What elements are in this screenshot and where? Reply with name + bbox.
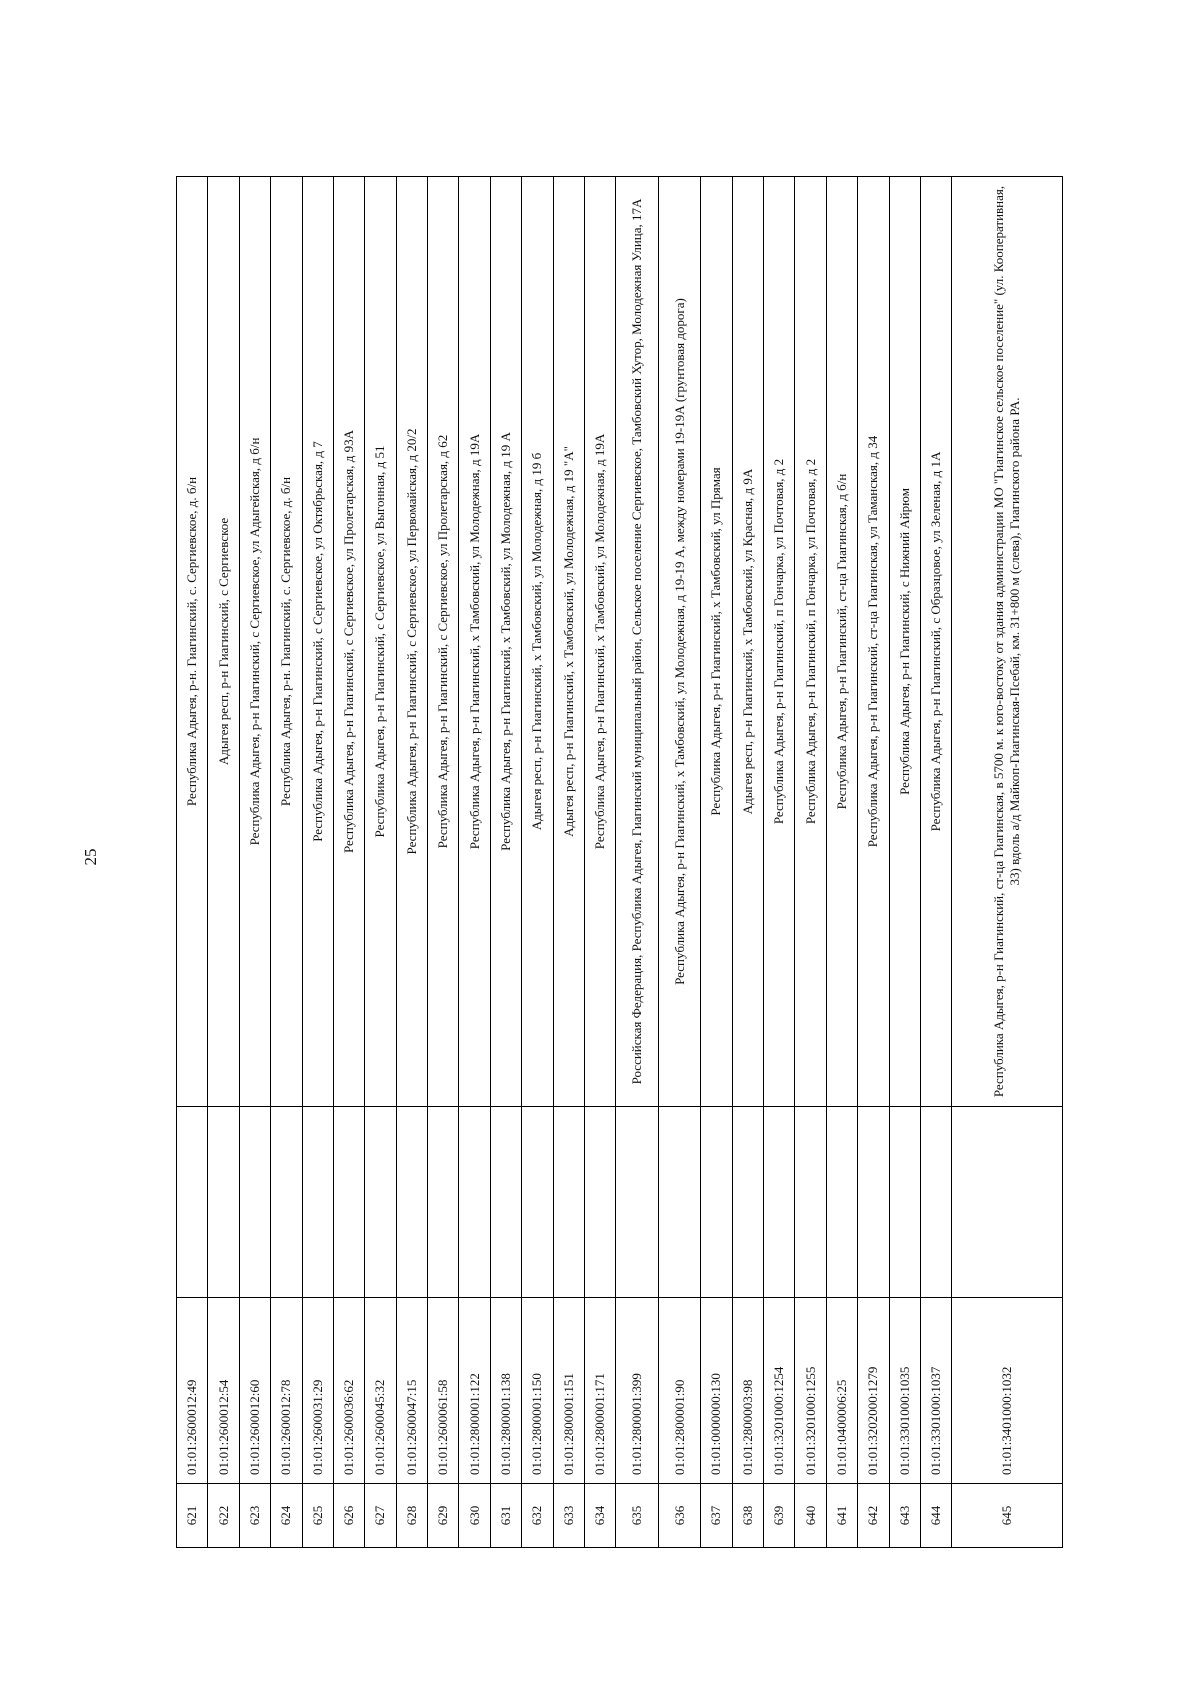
empty-cell <box>396 1107 427 1298</box>
row-number: 642 <box>858 1484 889 1548</box>
cadastral-number: 01:01:3201000:1255 <box>795 1298 826 1484</box>
table-row <box>302 177 333 1548</box>
row-number: 631 <box>490 1484 521 1548</box>
table-row <box>889 177 920 1548</box>
row-number: 623 <box>239 1484 270 1548</box>
table-row <box>920 177 951 1548</box>
address: Адыгея респ, р-н Гиагинский, х Тамбовский, ул Молодежная, д 19 "А" <box>553 177 584 1107</box>
cadastral-number: 01:01:3301000:1037 <box>920 1298 951 1484</box>
table-row <box>732 177 763 1548</box>
cadastral-number: 01:01:3301000:1035 <box>889 1298 920 1484</box>
table-container <box>176 177 1063 1548</box>
empty-cell <box>553 1107 584 1298</box>
empty-cell <box>764 1107 795 1298</box>
row-number: 635 <box>616 1484 659 1548</box>
empty-cell <box>701 1107 732 1298</box>
table-row <box>616 177 659 1548</box>
address: Российская Федерация, Республика Адыгея, Гиагинский муниципальный район, Сельское поселение Сергиевское, Тамбовский Хутор, Молодежная Улица, 17А <box>616 177 659 1107</box>
empty-cell <box>239 1107 270 1298</box>
table-row <box>858 177 889 1548</box>
table-row <box>584 177 615 1548</box>
empty-cell <box>208 1107 239 1298</box>
table-row <box>428 177 459 1548</box>
address: Республика Адыгея, р-н. Гиагинский, с. Сергиевское, д. б/н <box>177 177 208 1107</box>
address: Республика Адыгея, р-н Гиагинский, п Гончарка, ул Почтовая, д 2 <box>764 177 795 1107</box>
address: Республика Адыгея, р-н Гиагинский, п Гончарка, ул Почтовая, д 2 <box>795 177 826 1107</box>
table-row <box>177 177 208 1548</box>
row-number: 640 <box>795 1484 826 1548</box>
empty-cell <box>365 1107 396 1298</box>
cadastral-number: 01:01:2800001:171 <box>584 1298 615 1484</box>
cadastral-number: 01:01:2600036:62 <box>333 1298 364 1484</box>
address: Адыгея респ, р-н Гиагинский, с Сергиевское <box>208 177 239 1107</box>
empty-cell <box>459 1107 490 1298</box>
row-number: 629 <box>428 1484 459 1548</box>
address: Республика Адыгея, р-н Гиагинский, с Сергиевское, ул Пролетарская, д 62 <box>428 177 459 1107</box>
cadastral-number: 01:01:0000000:130 <box>701 1298 732 1484</box>
address: Республика Адыгея, р-н Гиагинский, с Сергиевское, ул Пролетарская, д 93А <box>333 177 364 1107</box>
table-row <box>490 177 521 1548</box>
empty-cell <box>889 1107 920 1298</box>
cadastral-number: 01:01:2600012:49 <box>177 1298 208 1484</box>
table-row <box>553 177 584 1548</box>
empty-cell <box>302 1107 333 1298</box>
cadastral-number: 01:01:2600045:32 <box>365 1298 396 1484</box>
empty-cell <box>952 1107 1063 1298</box>
cadastral-number: 01:01:2800001:399 <box>616 1298 659 1484</box>
cadastral-number: 01:01:2800001:122 <box>459 1298 490 1484</box>
row-number: 643 <box>889 1484 920 1548</box>
row-number: 625 <box>302 1484 333 1548</box>
empty-cell <box>177 1107 208 1298</box>
row-number: 628 <box>396 1484 427 1548</box>
address: Республика Адыгея, р-н Гиагинский, х Тамбовский, ул Молодежная, д 19-19 А, между номерами 19-19А (грунтовая дорога) <box>658 177 701 1107</box>
address: Республика Адыгея, р-н Гиагинский, с Образцовое, ул Зеленая, д 1А <box>920 177 951 1107</box>
table-row <box>522 177 553 1548</box>
empty-cell <box>616 1107 659 1298</box>
address: Республика Адыгея, р-н Гиагинский, с Сергиевское, ул Октябрьская, д 7 <box>302 177 333 1107</box>
address: Республика Адыгея, р-н Гиагинский, ст-ца Гиагинская, ул Таманская, д 34 <box>858 177 889 1107</box>
address: Республика Адыгея, р-н Гиагинский, с Нижний Айрюм <box>889 177 920 1107</box>
row-number: 624 <box>271 1484 302 1548</box>
table-row <box>459 177 490 1548</box>
row-number: 626 <box>333 1484 364 1548</box>
cadastral-number: 01:01:2600012:60 <box>239 1298 270 1484</box>
cadastral-number: 01:01:2800003:98 <box>732 1298 763 1484</box>
address: Республика Адыгея, р-н Гиагинский, х Тамбовский, ул Молодежная, д 19 А <box>490 177 521 1107</box>
table-row <box>333 177 364 1548</box>
row-number: 634 <box>584 1484 615 1548</box>
row-number: 639 <box>764 1484 795 1548</box>
empty-cell <box>920 1107 951 1298</box>
cadastral-table <box>176 176 1063 1548</box>
cadastral-number: 01:01:2800001:151 <box>553 1298 584 1484</box>
row-number: 645 <box>952 1484 1063 1548</box>
address: Республика Адыгея, р-н Гиагинский, с Сергиевское, ул Выгонная, д 51 <box>365 177 396 1107</box>
empty-cell <box>858 1107 889 1298</box>
address: Республика Адыгея, р-н Гиагинский, х Тамбовский, ул Прямая <box>701 177 732 1107</box>
empty-cell <box>271 1107 302 1298</box>
cadastral-number: 01:01:3401000:1032 <box>952 1298 1063 1484</box>
row-number: 641 <box>826 1484 857 1548</box>
table-row <box>764 177 795 1548</box>
table-row <box>701 177 732 1548</box>
table-row <box>952 177 1063 1548</box>
address: Адыгея респ, р-н Гиагинский, х Тамбовский, ул Красная, д 9А <box>732 177 763 1107</box>
empty-cell <box>428 1107 459 1298</box>
empty-cell <box>658 1107 701 1298</box>
page-number: 25 <box>81 848 100 866</box>
row-number: 632 <box>522 1484 553 1548</box>
cadastral-number: 01:01:2800001:150 <box>522 1298 553 1484</box>
address: Республика Адыгея, р-н Гиагинский, с Сергиевское, ул Адыгейская, д б/н <box>239 177 270 1107</box>
table-row <box>658 177 701 1548</box>
address: Республика Адыгея, р-н Гиагинский, ст-ца Гиагинская, д б/н <box>826 177 857 1107</box>
table-row <box>826 177 857 1548</box>
row-number: 638 <box>732 1484 763 1548</box>
row-number: 636 <box>658 1484 701 1548</box>
row-number: 622 <box>208 1484 239 1548</box>
cadastral-number: 01:01:2600031:29 <box>302 1298 333 1484</box>
cadastral-number: 01:01:3202000:1279 <box>858 1298 889 1484</box>
table-row <box>271 177 302 1548</box>
empty-cell <box>795 1107 826 1298</box>
cadastral-number: 01:01:2600012:78 <box>271 1298 302 1484</box>
cadastral-number: 01:01:2600061:58 <box>428 1298 459 1484</box>
cadastral-number: 01:01:0400006:25 <box>826 1298 857 1484</box>
table-row <box>396 177 427 1548</box>
row-number: 621 <box>177 1484 208 1548</box>
cadastral-number: 01:01:2600047:15 <box>396 1298 427 1484</box>
row-number: 637 <box>701 1484 732 1548</box>
table-row <box>365 177 396 1548</box>
cadastral-number: 01:01:2600012:54 <box>208 1298 239 1484</box>
row-number: 627 <box>365 1484 396 1548</box>
table-row <box>239 177 270 1548</box>
table-row <box>795 177 826 1548</box>
cadastral-number: 01:01:2800001:90 <box>658 1298 701 1484</box>
table-row <box>208 177 239 1548</box>
row-number: 630 <box>459 1484 490 1548</box>
empty-cell <box>826 1107 857 1298</box>
row-number: 644 <box>920 1484 951 1548</box>
address: Республика Адыгея, р-н Гиагинский, х Тамбовский, ул Молодежная, д 19А <box>459 177 490 1107</box>
cadastral-number: 01:01:3201000:1254 <box>764 1298 795 1484</box>
empty-cell <box>584 1107 615 1298</box>
empty-cell <box>732 1107 763 1298</box>
empty-cell <box>333 1107 364 1298</box>
cadastral-number: 01:01:2800001:138 <box>490 1298 521 1484</box>
table-body <box>177 177 1063 1548</box>
address: Адыгея респ, р-н Гиагинский, х Тамбовский, ул Молодежная, д 19 б <box>522 177 553 1107</box>
address: Республика Адыгея, р-н Гиагинский, ст-ца Гиагинская, в 5700 м. к юго-востоку от здания администрации МО "Гиагинское сельское поселение" (ул. Кооперативная, 33) вдоль а/д Майкоп-Гиагинская-Псебай, км. 31+800 м (слева), Гиагинского района РА. <box>952 177 1063 1107</box>
address: Республика Адыгея, р-н. Гиагинский, с. Сергиевское, д. б/н <box>271 177 302 1107</box>
empty-cell <box>490 1107 521 1298</box>
empty-cell <box>522 1107 553 1298</box>
address: Республика Адыгея, р-н Гиагинский, с Сергиевское, ул Первомайская, д 20/2 <box>396 177 427 1107</box>
address: Республика Адыгея, р-н Гиагинский, х Тамбовский, ул Молодежная, д 19А <box>584 177 615 1107</box>
row-number: 633 <box>553 1484 584 1548</box>
